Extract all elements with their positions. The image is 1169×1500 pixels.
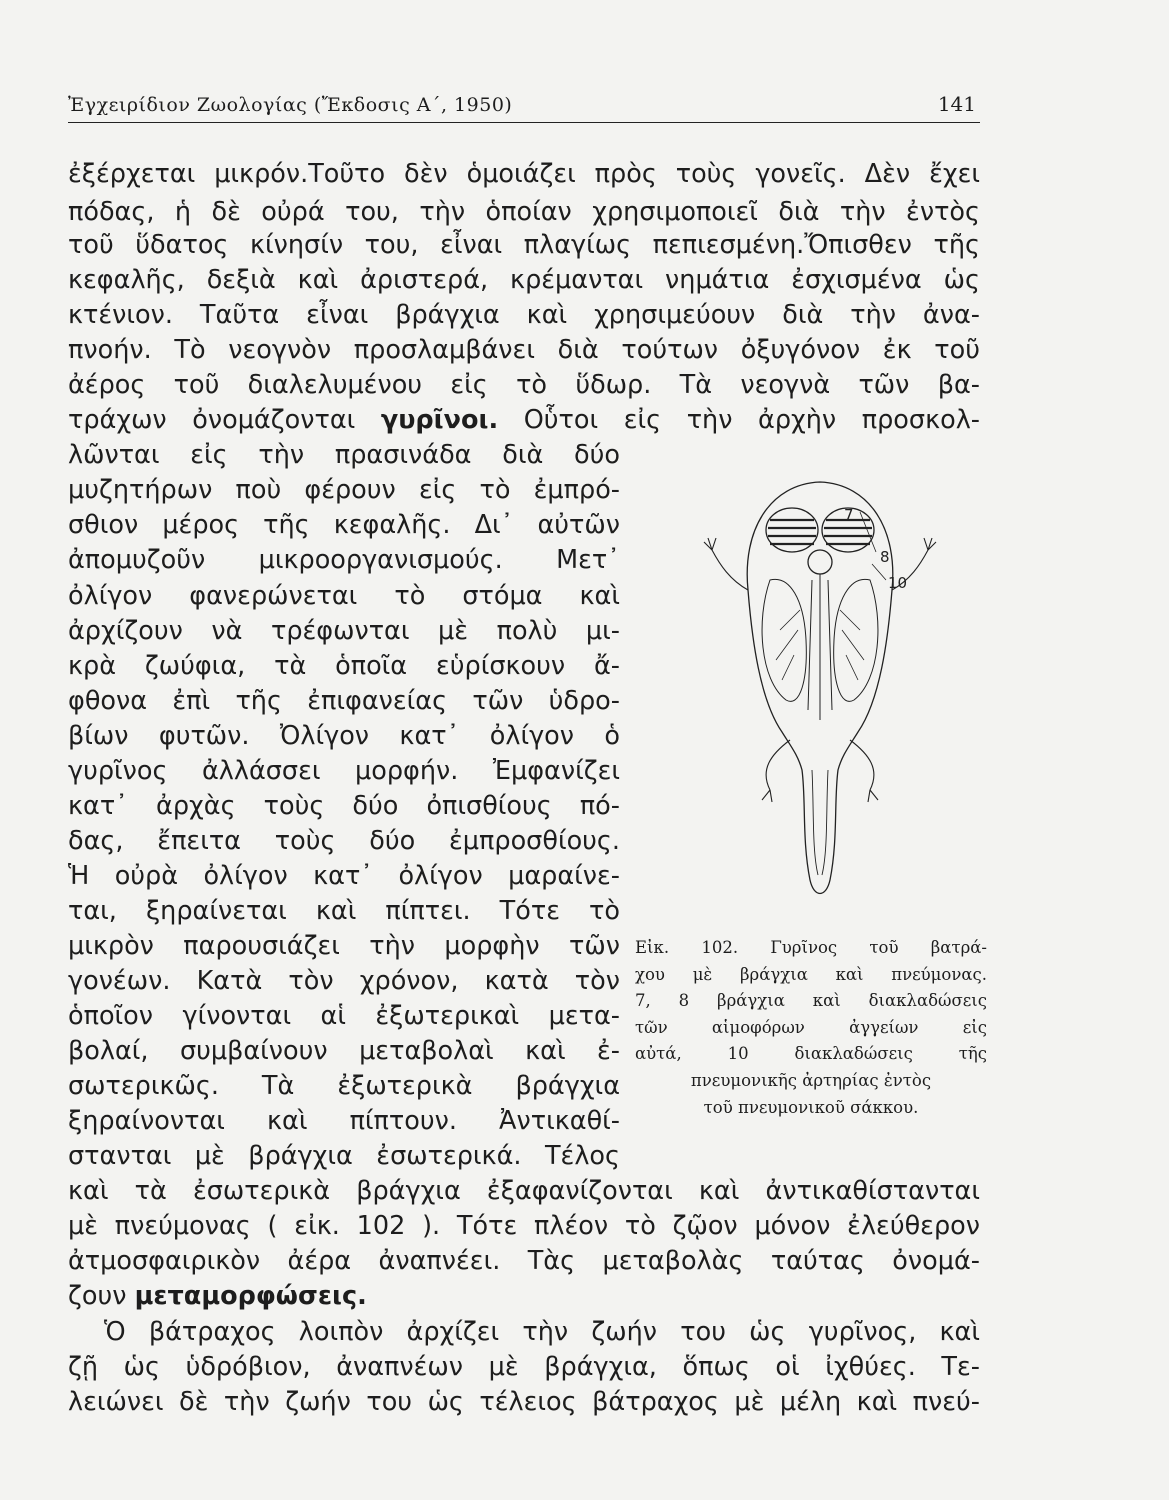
caption-line: χου μὲ βράγχια καὶ πνεύμονας. <box>635 964 987 984</box>
body-line <box>68 1281 980 1311</box>
figure-caption <box>635 935 987 1121</box>
body-line: ξηραίνονται καὶ πίπτουν. Ἀντικαθί- <box>68 1106 620 1136</box>
body-line: Ἡ οὐρὰ ὀλίγον κατ᾿ ὀλίγον μαραίνε- <box>68 861 620 891</box>
body-line: μὲ πνεύμονας ( εἰκ. 102 ). Τότε πλέον τὸ ζῷον μόνον ἐλεύθερον <box>68 1211 980 1241</box>
running-header <box>68 92 980 123</box>
line-text: Οὗτοι εἰς τὴν ἀρχὴν προσκολ- <box>498 405 980 435</box>
tadpole-illustration <box>690 470 950 910</box>
body-line: ται, ξηραίνεται καὶ πίπτει. Τότε τὸ <box>68 896 620 926</box>
body-line: ζῇ ὡς ὑδρόβιον, ἀναπνέων μὲ βράγχια, ὅπως οἱ ἰχθύες. Τε- <box>68 1352 980 1382</box>
term-metamorphoseis: μεταμορφώσεις. <box>134 1281 367 1311</box>
caption-line: Εἰκ. 102. Γυρῖνος τοῦ βατρά- <box>635 938 987 957</box>
body-line: κεφαλῆς, δεξιὰ καὶ ἀριστερά, κρέμανται νημάτια ἐσχισμένα ὡς <box>68 265 980 295</box>
body-line: λειώνει δὲ τὴν ζωήν του ὡς τέλειος βάτραχος μὲ μέλη καὶ πνεύ- <box>68 1387 980 1417</box>
body-line: ἀπομυζοῦν μικροοργανισμούς. Μετ᾿ <box>68 545 620 575</box>
body-line: κατ᾿ ἀρχὰς τοὺς δύο ὀπισθίους πό- <box>68 791 620 821</box>
body-line: γυρῖνος ἀλλάσσει μορφήν. Ἐμφανίζει <box>68 756 620 786</box>
label-7: 7 <box>844 506 854 524</box>
term-gyrinoi: γυρῖνοι. <box>380 405 499 435</box>
body-line: βίων φυτῶν. Ὀλίγον κατ᾿ ὀλίγον ὁ <box>68 721 620 751</box>
body-line: ὁποῖον γίνονται αἱ ἐξωτερικαὶ μετα- <box>68 1001 620 1031</box>
caption-line: αὐτά, 10 διακλαδώσεις τῆς <box>635 1044 987 1064</box>
body-line: γονέων. Κατὰ τὸν χρόνον, κατὰ τὸν <box>68 966 620 996</box>
page-number: 141 <box>937 92 976 116</box>
body-line: μυζητήρων ποὺ φέρουν εἰς τὸ ἐμπρό- <box>68 475 620 505</box>
figure-102 <box>690 470 950 910</box>
body-line: φθονα ἐπὶ τῆς ἐπιφανείας τῶν ὑδρο- <box>68 686 620 716</box>
body-line: ἀέρος τοῦ διαλελυμένου εἰς τὸ ὕδωρ. Τὰ νεογνὰ τῶν βα- <box>68 370 980 400</box>
body-line: καὶ τὰ ἐσωτερικὰ βράγχια ἐξαφανίζονται καὶ ἀντικαθίστανται <box>68 1176 980 1206</box>
body-line: μικρὸν παρουσιάζει τὴν μορφὴν τῶν <box>68 931 620 961</box>
body-line: σθιον μέρος τῆς κεφαλῆς. Δι᾿ αὐτῶν <box>68 510 620 540</box>
body-line: λῶνται εἰς τὴν πρασινάδα διὰ δύο <box>68 440 620 470</box>
label-10: 10 <box>888 574 908 592</box>
caption-line: 7, 8 βράγχια καὶ διακλαδώσεις <box>635 991 987 1011</box>
body-line: κτένιον. Ταῦτα εἶναι βράγχια καὶ χρησιμεύουν διὰ τὴν ἀνα- <box>68 300 980 330</box>
body-line: στανται μὲ βράγχια ἐσωτερικά. Τέλος <box>68 1141 620 1171</box>
body-line: πνοήν. Τὸ νεογνὸν προσλαμβάνει διὰ τούτων ὀξυγόνον ἐκ τοῦ <box>68 335 980 365</box>
body-line: βολαί, συμβαίνουν μεταβολαὶ καὶ ἐ- <box>68 1036 620 1066</box>
body-line: ἀρχίζουν νὰ τρέφωνται μὲ πολὺ μι- <box>68 616 620 646</box>
line-text: ζουν <box>68 1281 135 1311</box>
body-line: ὀλίγον φανερώνεται τὸ στόμα καὶ <box>68 581 620 611</box>
label-8: 8 <box>880 548 890 566</box>
paragraph-first-line: Ὁ βάτραχος λοιπὸν ἀρχίζει τὴν ζωήν του ὡς γυρῖνος, καὶ <box>104 1317 980 1347</box>
body-line: κρὰ ζωύφια, τὰ ὁποῖα εὑρίσκουν ἄ- <box>68 651 620 681</box>
body-line: δας, ἔπειτα τοὺς δύο ἐμπροσθίους. <box>68 826 620 856</box>
body-line: πόδας, ἡ δὲ οὐρά του, τὴν ὁποίαν χρησιμοποιεῖ διὰ τὴν ἐντὸς <box>68 197 980 227</box>
caption-line: πνευμονικῆς ἀρτηρίας ἐντὸς <box>690 1070 932 1090</box>
running-title: Ἐγχειρίδιον Ζωολογίας (Ἔκδοσις Α΄, 1950) <box>68 94 513 116</box>
body-line: ἀτμοσφαιρικὸν ἀέρα ἀναπνέει. Τὰς μεταβολὰς ταύτας ὀνομά- <box>68 1246 980 1276</box>
body-line: ἐξέρχεται μικρόν.Τοῦτο δὲν ὁμοιάζει πρὸς τοὺς γονεῖς. Δὲν ἔχει <box>68 159 980 189</box>
body-line: τοῦ ὕδατος κίνησίν του, εἶναι πλαγίως πεπιεσμένη.Ὄπισθεν τῆς <box>68 230 980 260</box>
body-line: σωτερικῶς. Τὰ ἐξωτερικὰ βράγχια <box>68 1071 620 1101</box>
caption-line: τῶν αἱμοφόρων ἀγγείων εἰς <box>635 1017 987 1037</box>
caption-line: τοῦ πνευμονικοῦ σάκκου. <box>703 1097 919 1117</box>
line-text: τράχων ὀνομάζονται <box>68 405 381 435</box>
body-line <box>68 405 980 435</box>
